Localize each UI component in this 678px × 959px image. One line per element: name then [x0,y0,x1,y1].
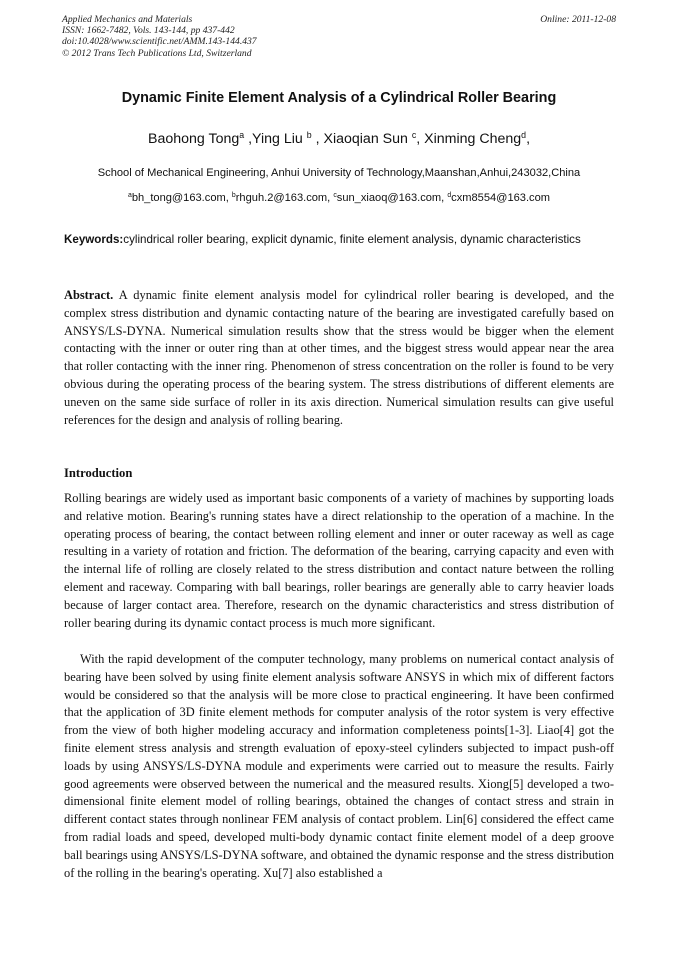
abstract-label: Abstract. [64,288,114,302]
email-address: bh_tong@163.com [131,192,226,204]
doi-line: doi:10.4028/www.scientific.net/AMM.143-144.437 [62,36,257,48]
email-list [0,192,678,204]
abstract [64,287,614,429]
author-mark: b [306,130,312,140]
keywords [64,231,614,249]
author-name: Ying Liu [252,130,303,147]
email-mark: d [447,192,452,200]
author-list [0,130,678,147]
email-mark: b [231,192,236,200]
email-separator: , [441,192,448,204]
keywords-text: cylindrical roller bearing, explicit dynamic, finite element analysis, dynamic characteristics [123,233,581,246]
copyright-line: © 2012 Trans Tech Publications Ltd, Switzerland [62,47,252,59]
author-separator: , [244,130,253,147]
author-name: Xinming Cheng [424,130,522,147]
issn-line: ISSN: 1662-7482, Vols. 143-144, pp 437-442 [62,25,235,37]
journal-header [62,14,616,59]
email-address: rhguh.2@163.com [235,192,328,204]
paper-title: Dynamic Finite Element Analysis of a Cylindrical Roller Bearing [121,90,557,106]
author-name: Xiaoqian Sun [323,130,408,147]
email-mark: c [333,192,337,200]
affiliation: School of Mechanical Engineering, Anhui University of Technology,Maanshan,Anhui,243032,China [97,167,581,179]
author-mark: d [521,130,527,140]
intro-paragraph-2: With the rapid development of the computer technology, many problems on numerical contact analysis of bearing have been solved by using finite element analysis software ANSYS in which mix of different factors would be considered so that the analysis will be more close to practical engineering. It have been confirmed that the application of 3D finite element methods for computer analysis of the rotor system is very effective from the view of both higher modeling accuracy and information completeness points[1-3]. Liao[4] got the finite element stress analysis and strength evaluation of epoxy-steel cylinders subjected to impact push-off loads by using ANSYS/LS-DYNA module and experiments were carried out to measure the results. Fairly good agreements were observed between the numerical and the measured results. Xiong[5] developed a two-dimensional finite element model of rolling bearings, obtained the changes of contact stress and strain in different contact states through nonlinear FEM analysis of contact problem. Lin[6] considered the effect came from radial loads and speed, developed multi-body dynamic contact finite element model of a deep groove ball bearings using ANSYS/LS-DYNA software, and obtained the dynamic response and the stress distribution of the rolling in the bearing's operating. Xu[7] also established a [64,652,614,880]
online-date: Online: 2011-12-08 [540,14,616,25]
journal-name: Applied Mechanics and Materials [62,14,193,25]
keywords-label: Keywords: [64,233,124,246]
email-separator: , [225,192,232,204]
intro-paragraph-1: Rolling bearings are widely used as important basic components of a variety of machines by supporting loads and relative motion. Bearing's running states have a direct relationship to the operation of a machine. In the operating process of bearing, the contact between rolling element and inner or outer raceway as well as cage resulting in a variety of rotation and friction. The deformation of the bearing, carrying capacity and even with the internal life of rolling are closely related to the stress distribution and contact nature between the rolling element and raceway. Comparing with ball bearings, roller bearings are generally able to carry heavier loads because of larger contact area. Therefore, research on the dynamic characteristics and stress distribution of roller bearing during its dynamic contact process is much more significant. [64,491,614,630]
author-mark: c [411,130,417,140]
author-mark: a [239,130,245,140]
author-separator: , [311,130,324,147]
author-separator: , [416,130,425,147]
email-address: cxm8554@163.com [451,192,550,204]
email-separator: , [327,192,334,204]
author-separator: , [526,130,531,147]
email-mark: a [127,192,132,200]
email-address: sun_xiaoq@163.com [336,192,442,204]
abstract-text: A dynamic finite element analysis model for cylindrical roller bearing is developed, and the complex stress distribution and dynamic contacting nature of the bearing are investigated carefully based on ANSYS/LS-DYNA. Numerical simulation results show that the stress would be bigger when the element contacting with the inner or outer ring than at other times, and the biggest stress would appear near the area that roller contacting with the inner ring. Phenomenon of stress concentration on the roller is found to be very obvious during the operating process of the bearing system. The stress distributions of different elements are uneven on the same side surface of roller in its axis direction. Numerical simulation results can give useful references for the design and analysis of rolling bearing. [64,288,614,427]
author-name: Baohong Tong [147,130,240,147]
section-heading-introduction: Introduction [64,466,133,480]
